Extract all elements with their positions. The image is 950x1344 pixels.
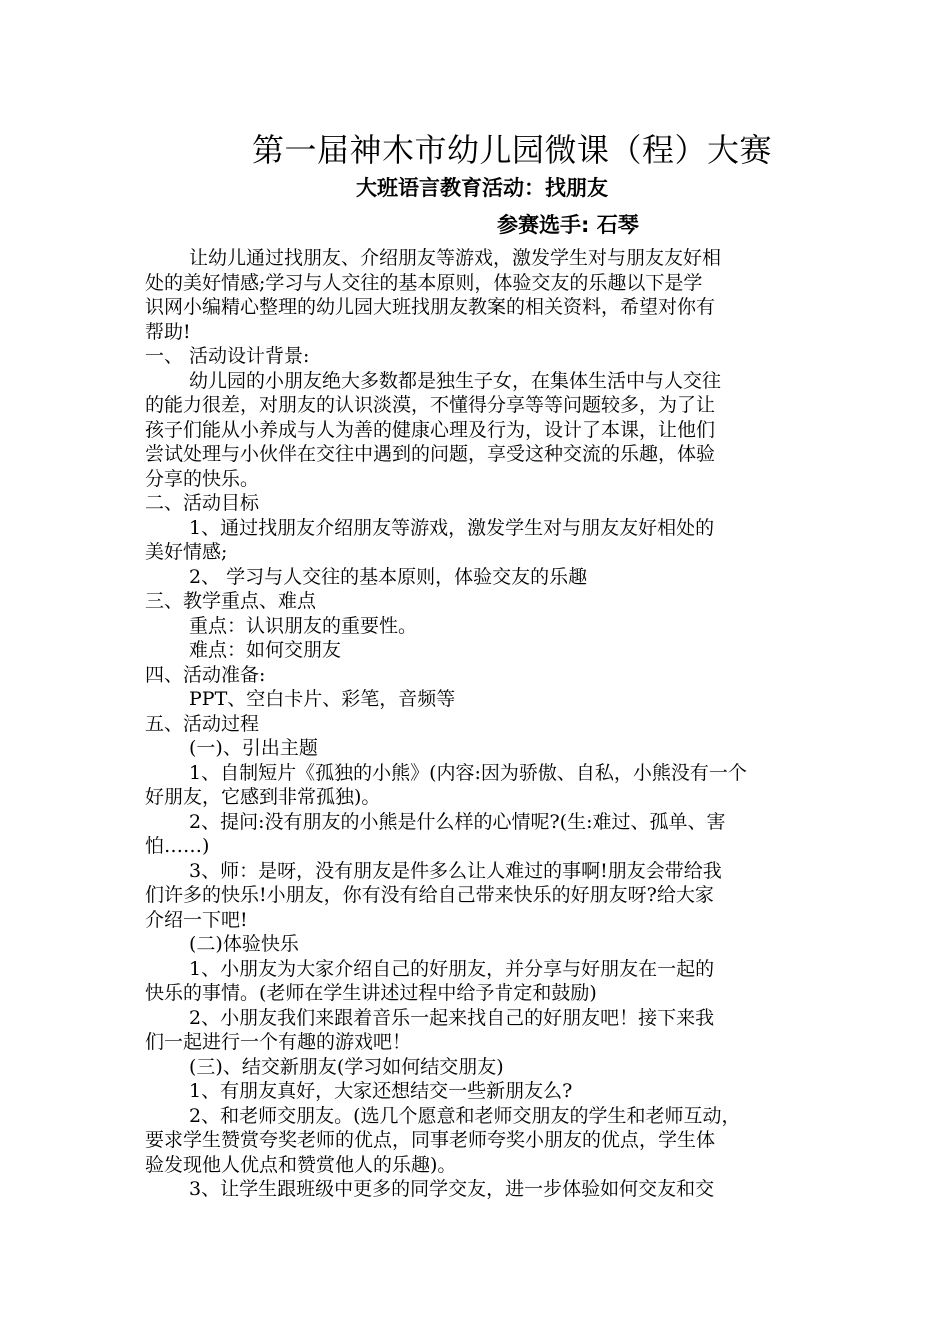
text-line: 难点：如何交朋友 xyxy=(189,639,342,661)
text-line: 一、 活动设计背景: xyxy=(145,345,310,367)
text-line: 1、有朋友真好，大家还想结交一些新朋友么? xyxy=(189,1080,573,1102)
text-line: 要求学生赞赏夸奖老师的优点，同事老师夸奖小朋友的优点，学生体 xyxy=(145,1129,716,1151)
document-body xyxy=(145,246,815,1202)
text-line: 美好情感; xyxy=(145,541,228,563)
text-line: 2、和老师交朋友。(选几个愿意和老师交朋友的学生和老师互动， xyxy=(189,1104,741,1127)
text-line: 怕……) xyxy=(145,835,210,857)
text-line: 验发现他人优点和赞赏他人的乐趣)。 xyxy=(145,1153,457,1176)
text-line: 1、通过找朋友介绍朋友等游戏，激发学生对与朋友友好相处的 xyxy=(189,516,715,539)
text-line: 2、 学习与人交往的基本原则，体验交友的乐趣 xyxy=(189,565,588,588)
text-line: 3、让学生跟班级中更多的同学交友，进一步体验如何交友和交 xyxy=(189,1178,715,1200)
text-line: 2、提问:没有朋友的小熊是什么样的心情呢?(生:难过、孤单、害 xyxy=(189,810,726,833)
text-line: 处的美好情感;学习与人交往的基本原则，体验交友的乐趣以下是学 xyxy=(145,271,703,294)
text-line: 尝试处理与小伙伴在交往中遇到的问题，享受这种交流的乐趣，体验 xyxy=(145,443,716,465)
text-line: 四、活动准备: xyxy=(145,663,266,686)
text-line: 重点：认识朋友的重要性。 xyxy=(189,614,418,637)
text-line: 二、活动目标 xyxy=(145,492,260,514)
page-title: 第一届神木市幼儿园微课（程）大赛 xyxy=(252,131,773,169)
text-line: (三)、结交新朋友(学习如何结交朋友) xyxy=(189,1055,504,1078)
text-line: 3、师：是呀，没有朋友是件多么让人难过的事啊!朋友会带给我 xyxy=(189,859,722,882)
text-line: 让幼儿通过找朋友、介绍朋友等游戏，激发学生对与朋友友好相 xyxy=(189,247,722,269)
text-line: 们一起进行一个有趣的游戏吧！ xyxy=(145,1031,412,1053)
text-line: 帮助! xyxy=(145,320,191,343)
page-subtitle: 大班语言教育活动：找朋友 xyxy=(356,176,608,200)
text-line: 五、活动过程 xyxy=(145,712,260,735)
text-line: 三、教学重点、难点 xyxy=(145,590,317,612)
text-line: 孩子们能从小养成与人为善的健康心理及行为，设计了本课，让他们 xyxy=(145,418,716,441)
text-line: 2、小朋友我们来跟着音乐一起来找自己的好朋友吧！接下来我 xyxy=(189,1006,715,1029)
text-line: 幼儿园的小朋友绝大多数都是独生子女，在集体生活中与人交往 xyxy=(189,369,722,392)
text-line: PPT、空白卡片、彩笔，音频等 xyxy=(189,688,456,710)
text-line: 1、小朋友为大家介绍自己的好朋友，并分享与好朋友在一起的 xyxy=(189,957,715,980)
text-line: 好朋友，它感到非常孤独)。 xyxy=(145,786,381,808)
text-line: (二)体验快乐 xyxy=(189,933,299,955)
text-line: 介绍一下吧! xyxy=(145,908,248,931)
text-line: 快乐的事情。(老师在学生讲述过程中给予肯定和鼓励) xyxy=(145,982,597,1004)
text-line: 的能力很差，对朋友的认识淡漠，不懂得分享等等问题较多，为了让 xyxy=(145,394,716,416)
author-line: 参赛选手: 石琴 xyxy=(497,213,639,237)
text-line: (一)、引出主题 xyxy=(189,737,318,759)
text-line: 分享的快乐。 xyxy=(145,467,260,490)
text-line: 识网小编精心整理的幼儿园大班找朋友教案的相关资料，希望对你有 xyxy=(145,296,716,318)
text-line: 们许多的快乐!小朋友，你有没有给自己带来快乐的好朋友呀?给大家 xyxy=(145,884,714,906)
text-line: 1、自制短片《孤独的小熊》(内容:因为骄傲、自私，小熊没有一个 xyxy=(189,761,747,784)
